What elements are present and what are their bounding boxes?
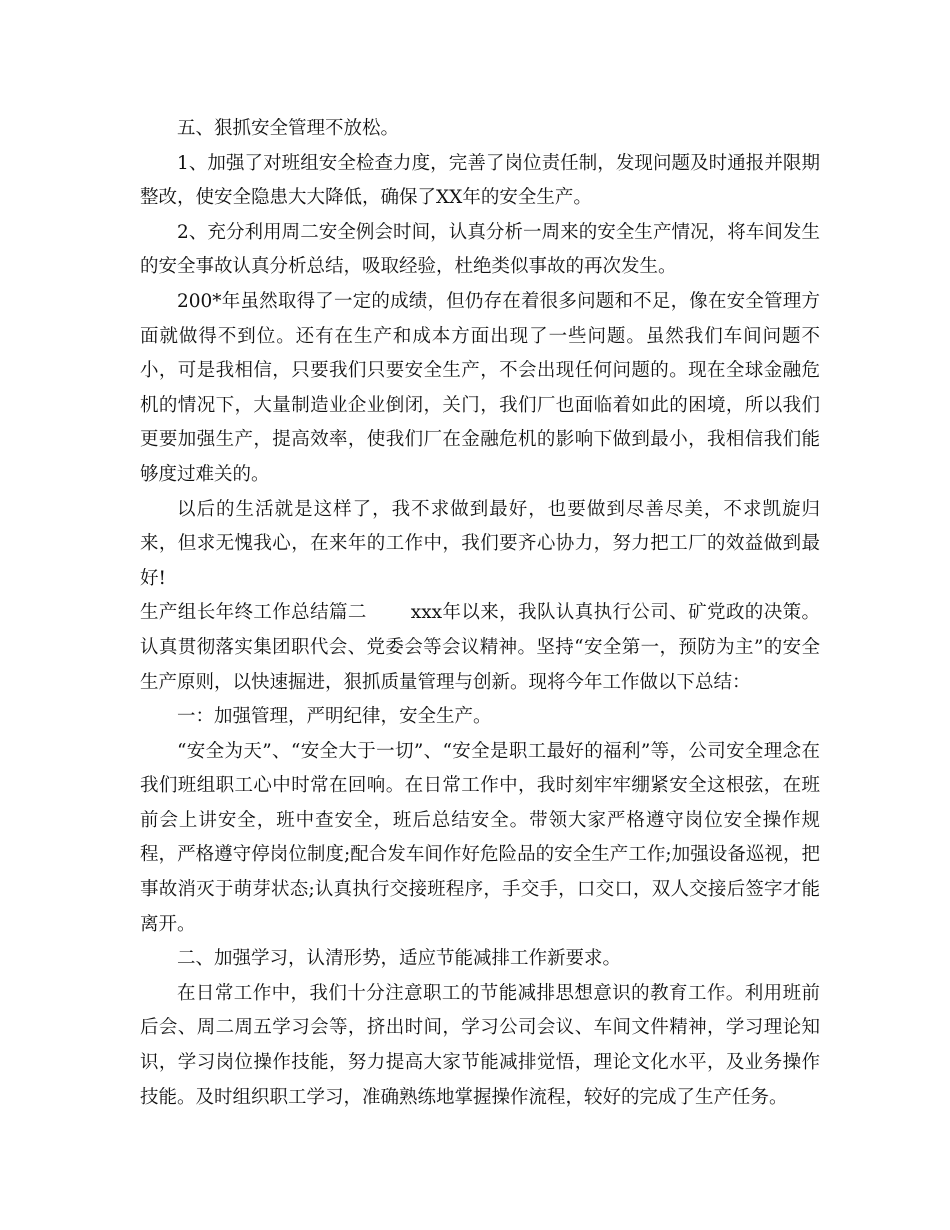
section-two-paragraph	[140, 596, 820, 700]
section-intro: xxx年以来，我队认真执行公司、矿党政的决策。认真贯彻落实集团职代会、党委会等会议精神。坚持“安全第一，预防为主”的安全生产原则，以快速掘进，狠抓质量管理与创新。现将今年工作做以下总结：	[140, 602, 820, 693]
paragraph-point-one-heading: 一：加强管理，严明纪律，安全生产。	[177, 706, 492, 728]
paragraph-year-summary: 200*年虽然取得了一定的成绩，但仍存在着很多问题和不足，像在安全管理方面就做得不到位。还有在生产和成本方面出现了一些问题。虽然我们车间问题不小，可是我相信，只要我们只要安全生产，不会出现任何问题的。现在全球金融危机的情况下，大量制造业企业倒闭，关门，我们厂也面临着如此的困境，所以我们更要加强生产，提高效率，使我们厂在金融危机的影响下做到最小，我相信我们能够度过难关的。	[140, 290, 820, 485]
paragraph-energy-saving: 在日常工作中，我们十分注意职工的节能减排思想意识的教育工作。利用班前后会、周二周五学习会等，挤出时间，学习公司会议、车间文件精神，学习理论知识，学习岗位操作技能，努力提高大家节能减排觉悟，理论文化水平，及业务操作技能。及时组织职工学习，准确熟练地掌握操作流程，较好的完成了生产任务。	[140, 982, 820, 1108]
section-heading: 生产组长年终工作总结篇二	[140, 602, 367, 624]
paragraph-safety-concept: “安全为天”、“安全大于一切”、“安全是职工最好的福利”等，公司安全理念在我们班组职工心中时常在回响。在日常工作中，我时刻牢牢绷紧安全这根弦，在班前会上讲安全，班中查安全，班后总结安全。带领大家严格遵守岗位安全操作规程，严格遵守停岗位制度;配合发车间作好危险品的安全生产工作;加强设备巡视，把事故消灭于萌芽状态;认真执行交接班程序，手交手，口交口，双人交接后签字才能离开。	[140, 740, 820, 935]
paragraph-item-1: 1、加强了对班组安全检查力度，完善了岗位责任制，发现问题及时通报并限期整改，使安全隐患大大降低，确保了XX年的安全生产。	[140, 152, 820, 209]
paragraph-point-two-heading: 二、加强学习，认清形势，适应节能减排工作新要求。	[177, 948, 622, 970]
paragraph-item-2: 2、充分利用周二安全例会时间，认真分析一周来的安全生产情况，将车间发生的安全事故认真分析总结，吸取经验，杜绝类似事故的再次发生。	[140, 221, 820, 278]
document-page	[140, 112, 820, 1115]
paragraph-section-five-heading: 五、狠抓安全管理不放松。	[177, 118, 400, 139]
paragraph-closing: 以后的生活就是这样了，我不求做到最好，也要做到尽善尽美，不求凯旋归来，但求无愧我心，在来年的工作中，我们要齐心协力，努力把工厂的效益做到最好!	[140, 498, 820, 589]
